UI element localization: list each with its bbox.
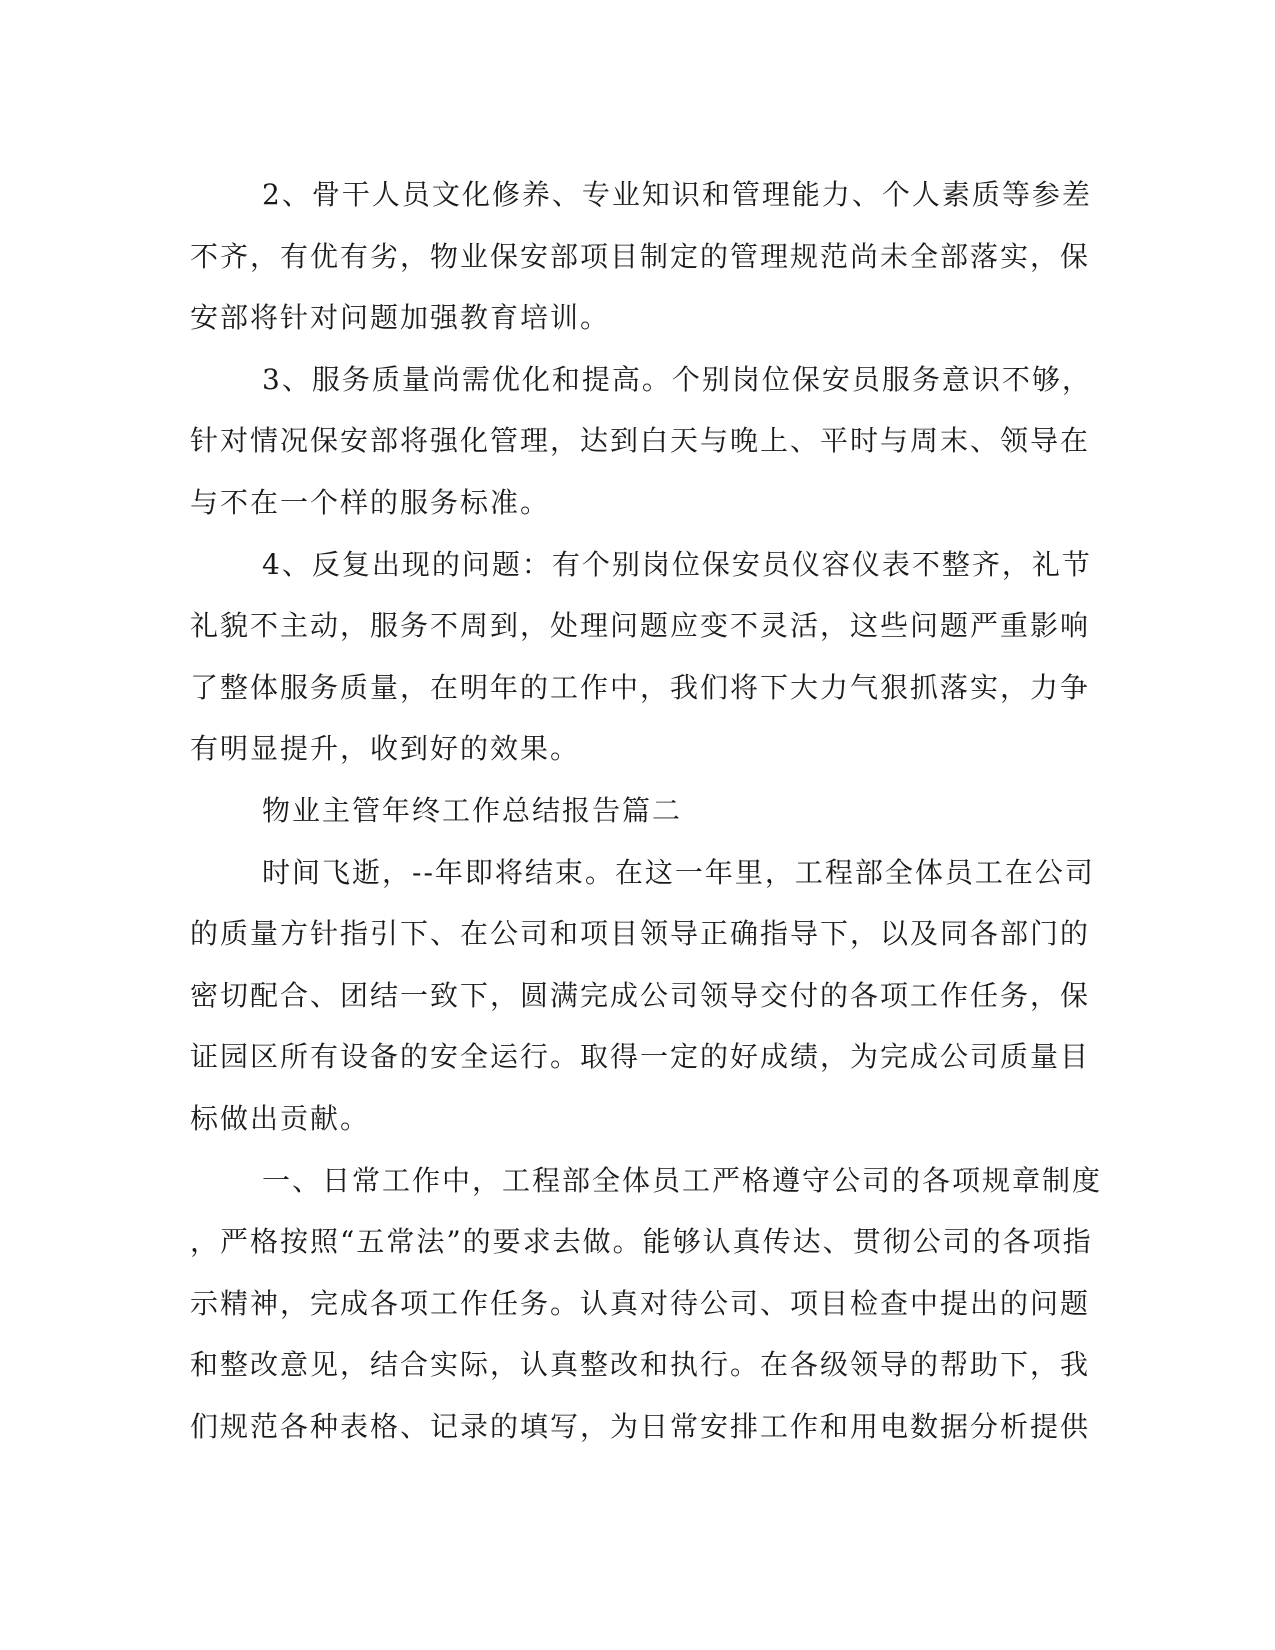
text-line: 一、日常工作中，工程部全体员工严格遵守公司的各项规章制度 <box>262 1163 1103 1197</box>
text-line: 3、服务质量尚需优化和提高。个别岗位保安员服务意识不够， <box>262 362 1092 396</box>
text-line: 安部将针对问题加强教育培训。 <box>190 301 611 335</box>
document-body <box>190 164 1103 1457</box>
text-line: 了整体服务质量，在明年的工作中，我们将下大力气狠抓落实，力争 <box>190 670 1091 704</box>
text-line: 2、骨干人员文化修养、专业知识和管理能力、个人素质等参差 <box>262 178 1092 211</box>
text-line: 针对情况保安部将强化管理，达到白天与晚上、平时与周末、领导在 <box>190 424 1091 458</box>
text-line: 礼貌不主动，服务不周到，处理问题应变不灵活，这些问题严重影响 <box>190 609 1091 643</box>
text-line: 们规范各种表格、记录的填写，为日常安排工作和用电数据分析提供 <box>190 1409 1091 1443</box>
text-line: 标做出贡献。 <box>190 1101 371 1135</box>
text-line: 示精神，完成各项工作任务。认真对待公司、项目检查中提出的问题 <box>190 1286 1091 1320</box>
text-line: 有明显提升，收到好的效果。 <box>190 732 581 766</box>
section-heading: 物业主管年终工作总结报告篇二 <box>262 793 683 827</box>
text-line: 4、反复出现的问题：有个别岗位保安员仪容仪表不整齐，礼节 <box>262 547 1092 581</box>
text-line: 时间飞逝，--年即将结束。在这一年里，工程部全体员工在公司 <box>262 855 1095 889</box>
text-line: 和整改意见，结合实际，认真整改和执行。在各级领导的帮助下，我 <box>190 1348 1091 1382</box>
text-line: 不齐，有优有劣，物业保安部项目制定的管理规范尚未全部落实，保 <box>190 239 1091 273</box>
text-line: 密切配合、团结一致下，圆满完成公司领导交付的各项工作任务，保 <box>190 978 1091 1012</box>
text-line: 证园区所有设备的安全运行。取得一定的好成绩，为完成公司质量目 <box>190 1040 1091 1074</box>
text-line: ，严格按照“五常法”的要求去做。能够认真传达、贯彻公司的各项指 <box>190 1225 1093 1259</box>
text-line: 的质量方针指引下、在公司和项目领导正确指导下，以及同各部门的 <box>190 917 1091 951</box>
text-line: 与不在一个样的服务标准。 <box>190 485 551 519</box>
